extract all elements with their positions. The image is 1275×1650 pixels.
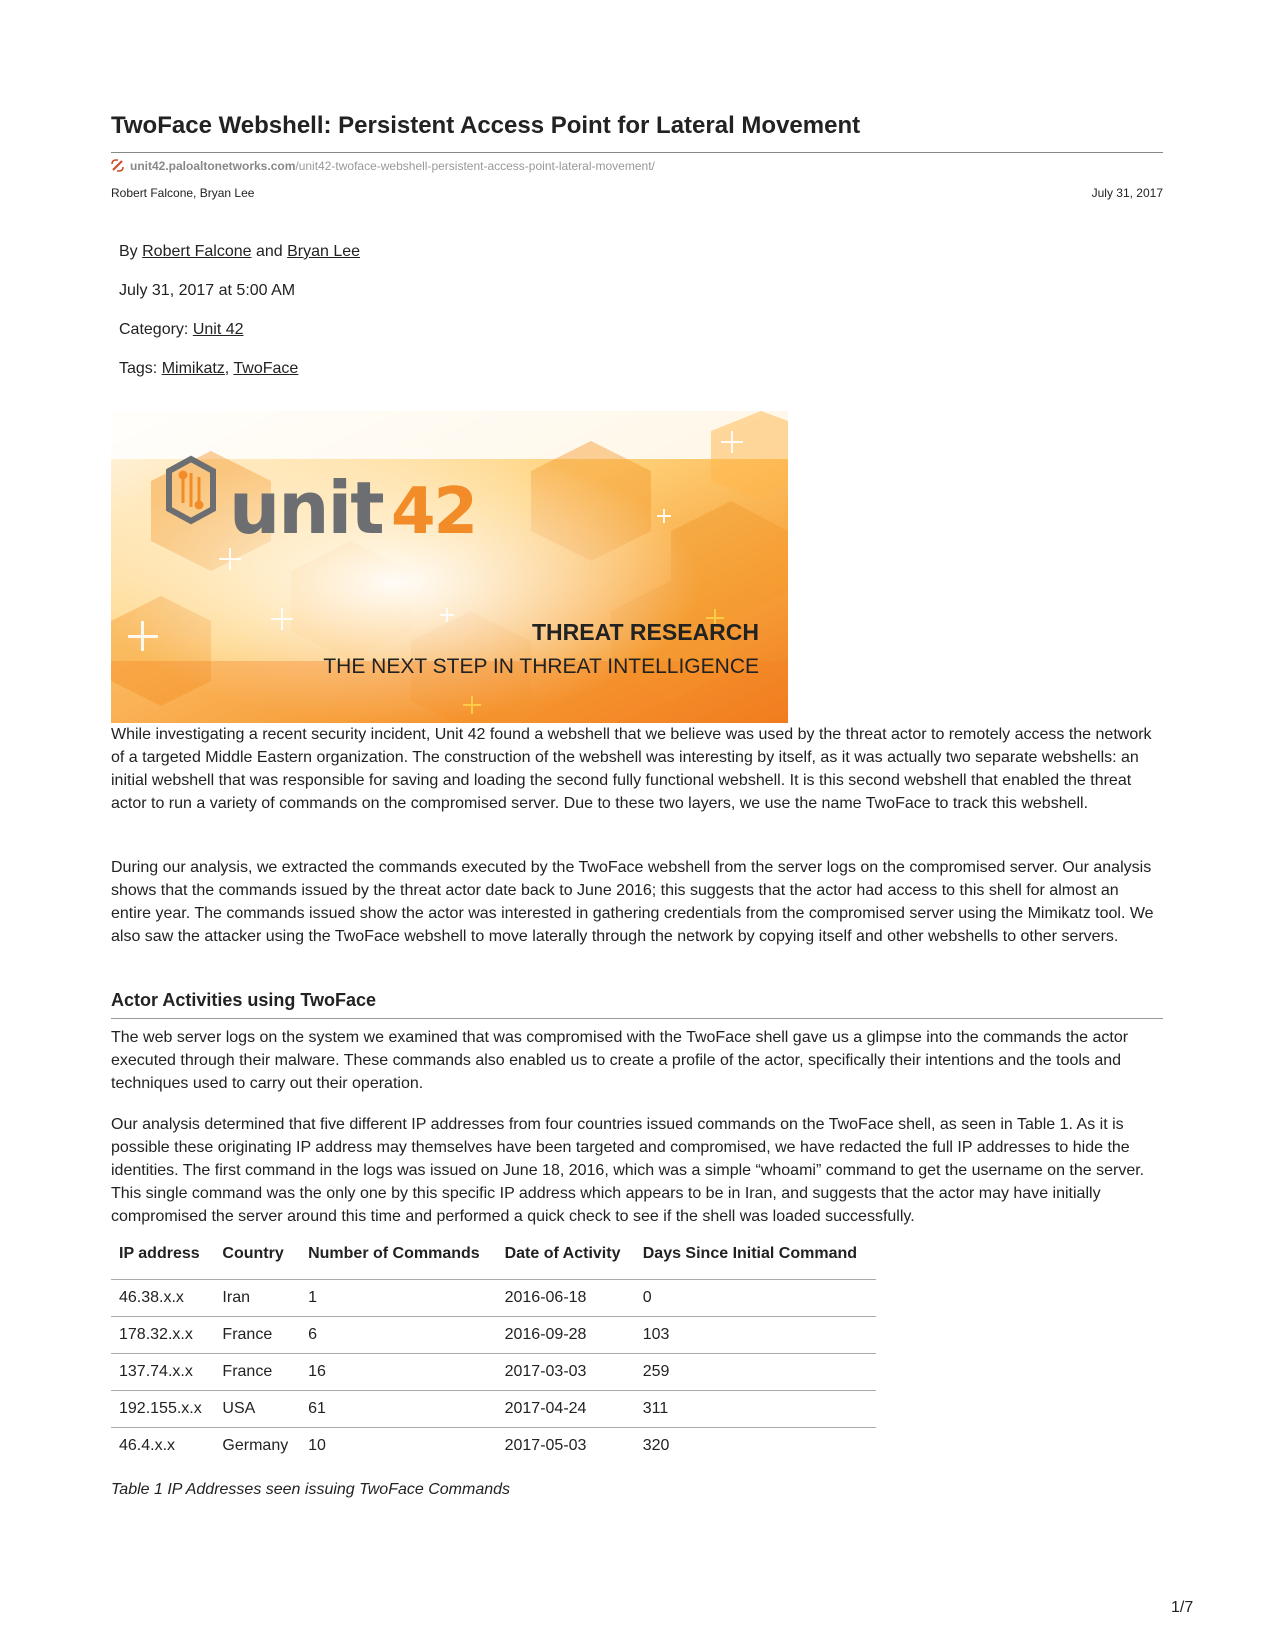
header-date: July 31, 2017 bbox=[1091, 186, 1163, 200]
section-heading-actor-activities: Actor Activities using TwoFace bbox=[111, 990, 377, 1010]
cell-date: 2016-06-18 bbox=[497, 1280, 635, 1317]
tags-separator: , bbox=[224, 360, 234, 377]
unit42-banner-image bbox=[111, 411, 788, 723]
category-label: Category: bbox=[119, 321, 193, 338]
header-authors: Robert Falcone, Bryan Lee bbox=[111, 186, 255, 200]
author-link-falcone[interactable]: Robert Falcone bbox=[142, 243, 252, 260]
cell-days: 259 bbox=[635, 1354, 876, 1391]
ip-address-table bbox=[111, 1245, 876, 1464]
byline-conjunction: and bbox=[251, 243, 288, 260]
table-row bbox=[111, 1428, 876, 1465]
paragraph-analysis: During our analysis, we extracted the commands executed by the TwoFace webshell from the server logs on the compromised server. Our analysis shows that the commands issued by the threat actor date back to June 2016; this suggests that the actor had access to this shell for almost an entire year. The commands issued show the actor was interested in gathering credentials from the compromised server using the Mimikatz tool. We also saw the attacker using the TwoFace webshell to move laterally through the network by copying itself and other webshells to other servers. bbox=[111, 859, 1154, 945]
column-header-commands: Number of Commands bbox=[308, 1245, 480, 1262]
column-header-date: Date of Activity bbox=[504, 1245, 621, 1262]
cell-days: 320 bbox=[635, 1428, 876, 1465]
publish-date: July 31, 2017 at 5:00 AM bbox=[119, 282, 296, 299]
cell-date: 2017-03-03 bbox=[497, 1354, 635, 1391]
cell-country: Germany bbox=[214, 1428, 300, 1465]
cell-country: France bbox=[214, 1317, 300, 1354]
url-path: /unit42-twoface-webshell-persistent-access-point-lateral-movement/ bbox=[295, 159, 655, 174]
table-row bbox=[111, 1391, 876, 1428]
byline-prefix: By bbox=[119, 243, 143, 260]
cell-days: 0 bbox=[635, 1280, 876, 1317]
tag-link-twoface[interactable]: TwoFace bbox=[233, 360, 299, 377]
banner-headline: THREAT RESEARCH bbox=[531, 619, 759, 645]
cell-ip: 46.4.x.x bbox=[111, 1428, 214, 1465]
paragraph-ip-addresses: Our analysis determined that five different IP addresses from four countries issued commands on the TwoFace shell, as seen in Table 1. As it is possible these originating IP address may themselves have been targeted and compromised, we have redacted the full IP addresses to hide the identities. The first command in the logs was issued on June 18, 2016, which was a simple “whoami” command to get the username on the server. This single command was the only one by this specific IP address which appears to be in Iran, and suggests that the actor may have initially compromised the server around this time and performed a quick check to see if the shell was loaded successfully. bbox=[111, 1116, 1145, 1225]
paragraph-intro: While investigating a recent security incident, Unit 42 found a webshell that we believe was used by the threat actor to remotely access the network of a targeted Middle Eastern organization. The construction of the webshell was interesting by itself, as it was actually two separate webshells: an initial webshell that was responsible for saving and loading the second fully functional webshell. It is this second webshell that enabled the threat actor to run a variety of commands on the compromised server. Due to these two layers, we use the name TwoFace to track this webshell. bbox=[111, 726, 1152, 812]
logo-word-unit: unit bbox=[229, 466, 383, 550]
cell-commands: 10 bbox=[300, 1428, 497, 1465]
table-row bbox=[111, 1280, 876, 1317]
cell-days: 103 bbox=[635, 1317, 876, 1354]
cell-commands: 1 bbox=[300, 1280, 497, 1317]
cell-commands: 6 bbox=[300, 1317, 497, 1354]
category-line bbox=[119, 321, 244, 339]
link-icon bbox=[111, 159, 124, 175]
tags-line bbox=[119, 360, 298, 378]
cell-date: 2017-04-24 bbox=[497, 1391, 635, 1428]
tag-link-mimikatz[interactable]: Mimikatz bbox=[161, 360, 225, 377]
table-header-row bbox=[111, 1245, 876, 1280]
column-header-country: Country bbox=[222, 1245, 284, 1262]
page-title: TwoFace Webshell: Persistent Access Point for Lateral Movement bbox=[111, 112, 861, 139]
cell-date: 2017-05-03 bbox=[497, 1428, 635, 1465]
cell-commands: 16 bbox=[300, 1354, 497, 1391]
cell-country: USA bbox=[214, 1391, 300, 1428]
page-number: 1/7 bbox=[1171, 1599, 1194, 1616]
cell-country: Iran bbox=[214, 1280, 300, 1317]
cell-ip: 178.32.x.x bbox=[111, 1317, 214, 1354]
column-header-days: Days Since Initial Command bbox=[642, 1245, 858, 1262]
table-row bbox=[111, 1317, 876, 1354]
banner-subheadline: THE NEXT STEP IN THREAT INTELLIGENCE bbox=[323, 655, 759, 678]
cell-ip: 46.38.x.x bbox=[111, 1280, 214, 1317]
source-url[interactable] bbox=[111, 159, 655, 175]
author-link-lee[interactable]: Bryan Lee bbox=[287, 243, 361, 260]
cell-ip: 192.155.x.x bbox=[111, 1391, 214, 1428]
table-caption: Table 1 IP Addresses seen issuing TwoFace Commands bbox=[111, 1481, 511, 1498]
category-link[interactable]: Unit 42 bbox=[192, 321, 244, 338]
cell-date: 2016-09-28 bbox=[497, 1317, 635, 1354]
url-domain: unit42.paloaltonetworks.com bbox=[130, 159, 296, 174]
title-divider bbox=[111, 152, 1163, 153]
cell-commands: 61 bbox=[300, 1391, 497, 1428]
table-row bbox=[111, 1354, 876, 1391]
section-divider bbox=[111, 1018, 1163, 1019]
paragraph-logs: The web server logs on the system we examined that was compromised with the TwoFace shell gave us a glimpse into the commands the actor executed through their malware. These commands also enabled us to create a profile of the actor, specifically their intentions and the tools and techniques used to carry out their operation. bbox=[111, 1029, 1129, 1092]
tags-label: Tags: bbox=[119, 360, 162, 377]
cell-ip: 137.74.x.x bbox=[111, 1354, 214, 1391]
cell-days: 311 bbox=[635, 1391, 876, 1428]
logo-word-42: 42 bbox=[391, 475, 477, 549]
byline bbox=[119, 243, 360, 261]
cell-country: France bbox=[214, 1354, 300, 1391]
column-header-ip: IP address bbox=[119, 1245, 200, 1262]
